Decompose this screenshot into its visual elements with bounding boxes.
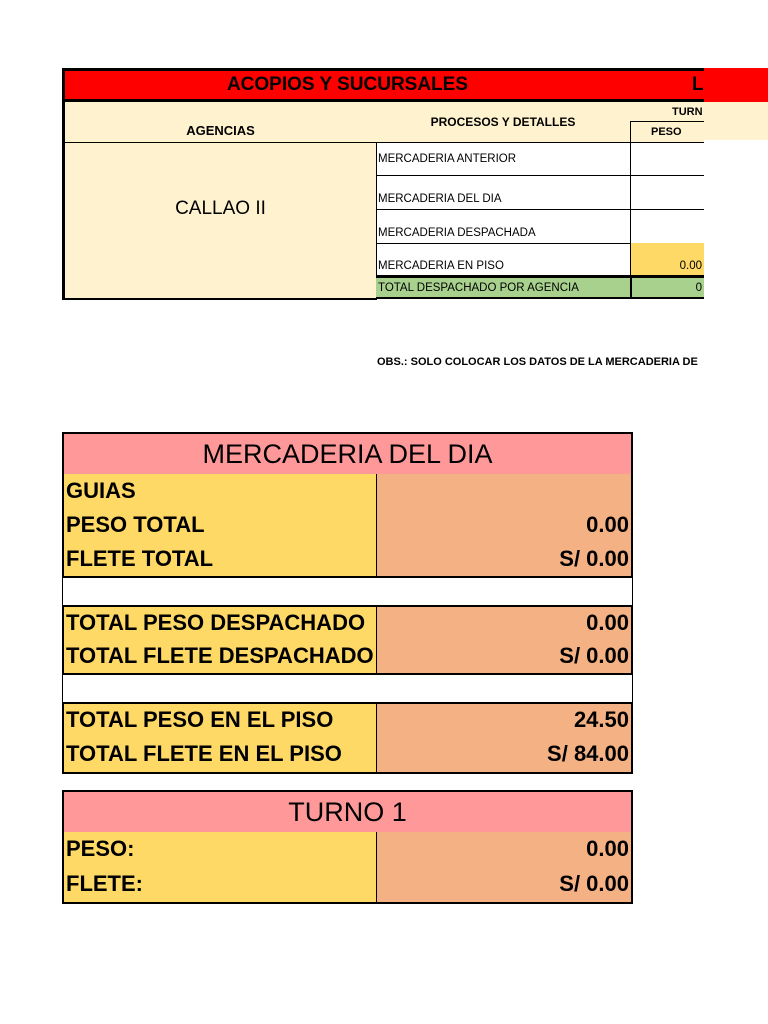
row-value-total-despachado[interactable]: 0: [630, 278, 704, 299]
flete-total-value[interactable]: S/ 0.00: [376, 542, 633, 578]
turno1-peso-label: PESO:: [62, 832, 377, 867]
total-flete-despachado-value[interactable]: S/ 0.00: [376, 639, 633, 675]
row-value-mercaderia-en-piso[interactable]: 0.00: [630, 243, 704, 278]
col-turno-header: TURN: [630, 102, 704, 122]
row-label-mercaderia-despachada: MERCADERIA DESPACHADA: [376, 209, 632, 244]
peso-total-value[interactable]: 0.00: [376, 508, 633, 543]
peso-total-label: PESO TOTAL: [62, 508, 377, 543]
total-peso-despachado-label: TOTAL PESO DESPACHADO: [62, 605, 377, 640]
table-title-right-cut: L: [630, 68, 704, 102]
col-procesos-header: PROCESOS Y DETALLES: [376, 102, 632, 142]
col-peso-header: PESO: [630, 121, 704, 142]
guias-label: GUIAS: [62, 474, 377, 509]
total-flete-piso-value[interactable]: S/ 84.00: [376, 736, 633, 774]
agency-cell: CALLAO II: [62, 142, 377, 300]
spacer-row: [62, 576, 633, 607]
row-value-mercaderia-despachada[interactable]: [630, 209, 704, 244]
total-flete-piso-label: TOTAL FLETE EN EL PISO: [62, 736, 377, 774]
turno1-peso-value[interactable]: 0.00: [376, 832, 633, 867]
spacer-row: [62, 673, 633, 704]
row-label-mercaderia-del-dia: MERCADERIA DEL DIA: [376, 175, 632, 210]
total-flete-despachado-label: TOTAL FLETE DESPACHADO: [62, 639, 377, 675]
turno1-title: TURNO 1: [62, 790, 633, 834]
turno1-flete-value[interactable]: S/ 0.00: [376, 866, 633, 904]
row-label-total-despachado: TOTAL DESPACHADO POR AGENCIA: [376, 278, 632, 299]
row-label-mercaderia-anterior: MERCADERIA ANTERIOR: [376, 142, 632, 176]
total-peso-piso-label: TOTAL PESO EN EL PISO: [62, 702, 377, 737]
total-peso-piso-value[interactable]: 24.50: [376, 702, 633, 737]
row-value-mercaderia-del-dia[interactable]: [630, 175, 704, 210]
mercaderia-dia-title: MERCADERIA DEL DIA: [62, 432, 633, 476]
turno1-flete-label: FLETE:: [62, 866, 377, 904]
cream-header-extension: [704, 102, 768, 140]
total-peso-despachado-value[interactable]: 0.00: [376, 605, 633, 640]
col-agencias-header: AGENCIAS: [62, 102, 377, 142]
table-title: ACOPIOS Y SUCURSALES: [62, 68, 632, 102]
guias-value[interactable]: [376, 474, 633, 509]
obs-note: OBS.: SOLO COLOCAR LOS DATOS DE LA MERCADERIA DE: [377, 356, 698, 368]
row-value-mercaderia-anterior[interactable]: [630, 142, 704, 176]
row-label-mercaderia-en-piso: MERCADERIA EN PISO: [376, 243, 632, 278]
flete-total-label: FLETE TOTAL: [62, 542, 377, 578]
red-header-extension: [704, 68, 768, 102]
